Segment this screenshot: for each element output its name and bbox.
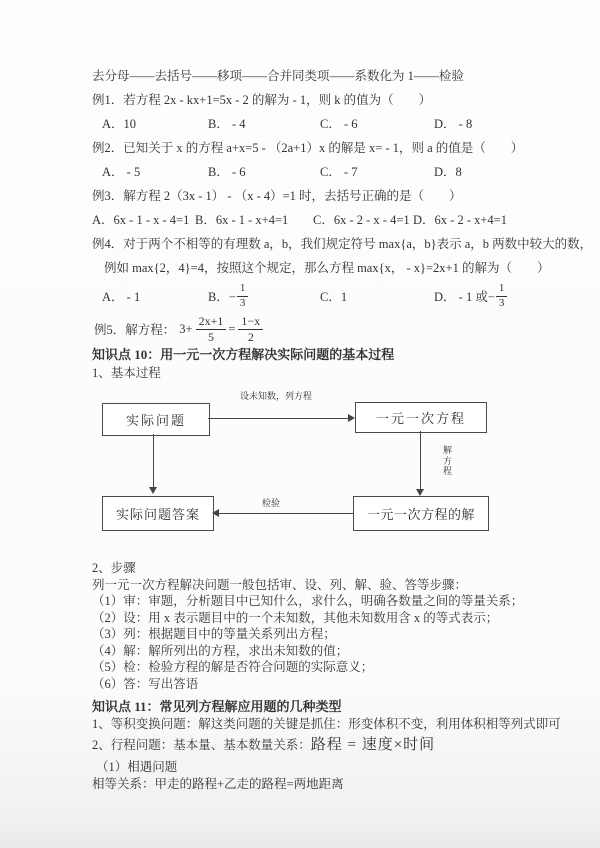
arrow-line-problem-to-answer [153, 434, 154, 487]
fraction-right [238, 314, 263, 344]
fraction-one-third [237, 282, 249, 309]
solving-steps-intro-line: 去分母——去括号——移项——合并同类项——系数化为 1——检验 [92, 69, 464, 83]
fraction-numerator: 1 [239, 282, 246, 295]
equation-lead: 3+ [179, 321, 193, 336]
flowchart-box-problem: 实际问题 [102, 403, 210, 436]
knowledge-point-11-title: 知识点 11：常见列方程解应用题的几种类型 [92, 699, 342, 714]
kp11-item-1: 1、等积变换问题：解这类问题的关键是抓住：形变体积不变，利用体积相等列式即可 [92, 717, 561, 731]
option-b: B． - 6 [208, 165, 246, 179]
option-d [434, 282, 560, 309]
steps-section [92, 560, 560, 692]
option-d: D．6x - 2 - x+4=1 [413, 213, 507, 227]
steps-title: 2、步骤 [92, 561, 136, 575]
option-c: C．6x - 2 - x - 4=1 [313, 213, 410, 227]
option-d: D． - 8 [434, 117, 473, 131]
step-item-4: （4）解：解所列出的方程，求出未知数的值； [92, 643, 349, 658]
option-c: C． - 6 [320, 117, 358, 131]
step-item-3: （3）列：根据题目中的等量关系列出方程； [92, 627, 336, 641]
option-a: A． - 1 [102, 290, 141, 304]
option-b: B． - 4 [208, 117, 246, 131]
kp11-sub1-meeting-problem: （1）相遇问题 [96, 760, 178, 774]
arrowhead-right-icon [348, 414, 355, 422]
example-5-label: 例5．解方程： [94, 323, 176, 337]
option-d-prefix: D． - 1 或− [434, 290, 495, 304]
arrow-line-solve [420, 431, 421, 489]
kp11-item-2-text: 2、行程问题：基本量、基本数量关系： [92, 738, 311, 752]
kp11-item-2 [92, 733, 560, 759]
example-4-stem-line2: 例如 max{2，4}=4，按照这个规定，那么方程 max{x， - x}=2x+1 的解为（ ） [104, 261, 550, 275]
option-a: A．6x - 1 - x - 4=1 [92, 213, 190, 227]
example-4-stem-line1: 例4．对于两个不相等的有理数 a，b，我们规定符号 max{a，b}表示 a，b 两数中较大的数， [92, 237, 593, 251]
example-4-options [92, 280, 560, 312]
knowledge-point-11-section [92, 698, 560, 793]
example-3-stem: 例3．解方程 2（3x - 1） - （x - 4）=1 时，去括号正确的是（ ） [92, 189, 462, 203]
arrow-line-check [219, 513, 353, 514]
step-item-2: （2）设：用 x 表示题目中的一个未知数，其他未知数用含 x 的等式表示； [92, 610, 499, 625]
example-1-options [92, 112, 560, 136]
arrow-solve-label: 解方程 [443, 445, 453, 476]
fraction-denominator: 3 [496, 296, 508, 310]
fraction-denominator: 2 [238, 329, 263, 344]
option-a: A． - 5 [102, 165, 141, 179]
fraction-left [196, 314, 227, 344]
flowchart-box-answer: 实际问题答案 [102, 496, 214, 531]
steps-intro: 列一元一次方程解决问题一般包括审、设、列、解、验、答等步骤： [92, 577, 468, 592]
equals-sign: = [228, 321, 236, 336]
fraction-one-third [496, 282, 508, 309]
arrow-line-setup [208, 418, 348, 419]
arrowhead-down-icon [416, 489, 424, 496]
option-b [208, 282, 320, 309]
step-item-1: （1）审：审题，分析题目中已知什么，求什么，明确各数量之间的等量关系； [92, 594, 524, 608]
option-c: C．1 [320, 290, 348, 304]
example-3-options [92, 208, 560, 232]
fraction-denominator: 3 [237, 296, 249, 310]
option-c: C． - 7 [320, 165, 358, 179]
arrow-setup-label: 设未知数，列方程 [240, 391, 313, 401]
arrowhead-down-icon [149, 487, 157, 494]
example-1-stem: 例1．若方程 2x - kx+1=5x - 2 的解为 - 1，则 k 的值为（ ） [92, 93, 432, 107]
arrow-check-label: 检验 [262, 498, 281, 508]
kp10-sub1: 1、基本过程 [92, 366, 161, 380]
kp11-equality-relation: 相等关系：甲走的路程+乙走的路程=两地距离 [92, 777, 344, 791]
fraction-denominator: 5 [196, 329, 227, 344]
fraction-numerator: 1 [498, 282, 505, 295]
arrowhead-left-icon [212, 509, 219, 517]
step-item-5: （5）检：检验方程的解是否符合问题的实际意义； [92, 660, 374, 674]
option-a: A．10 [102, 117, 137, 131]
option-b-prefix: B．− [208, 290, 236, 304]
fraction-numerator: 2x+1 [198, 314, 224, 329]
option-b: B．6x - 1 - x+4=1 [195, 213, 289, 227]
option-d: D．8 [434, 165, 462, 179]
knowledge-point-10-title: 知识点 10：用一元一次方程解决实际问题的基本过程 [92, 347, 395, 362]
example-2-options [92, 160, 560, 184]
distance-formula: 路程 = 速度×时间 [310, 737, 436, 753]
example-2-stem: 例2．已知关于 x 的方程 a+x=5 - （2a+1）x 的解是 x= - 1，则 a 的值是（ ） [92, 141, 524, 155]
example-5-equation [92, 312, 560, 346]
flowchart-box-equation: 一元一次方程 [355, 402, 487, 433]
step-item-6: （6）答：写出答语 [92, 676, 199, 691]
fraction-numerator: 1−x [241, 314, 261, 329]
flowchart-box-solution: 一元一次方程的解 [353, 496, 489, 531]
equation-solving-flowchart [92, 392, 560, 540]
